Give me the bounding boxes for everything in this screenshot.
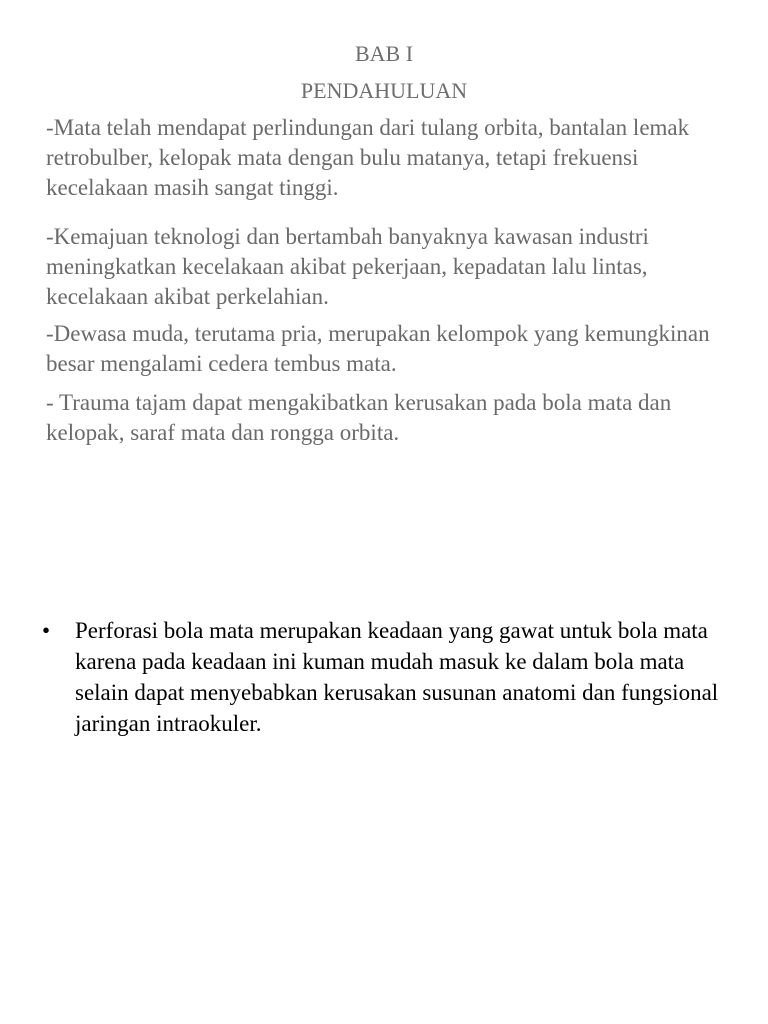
paragraph-technology: -Kemajuan teknologi dan bertambah banyaknya kawasan industri meningkatkan kecelakaan akibat pekerjaan, kepadatan lalu lintas, kecelakaan akibat perkelahian. [46,224,649,309]
paragraph-protection: -Mata telah mendapat perlindungan dari tulang orbita, bantalan lemak retrobulber, kelopak mata dengan bulu matanya, tetapi frekuensi kecelakaan masih sangat tinggi. [46,115,690,200]
paragraph-young-adults: -Dewasa muda, terutama pria, merupakan kelompok yang kemungkinan besar mengalami cedera tembus mata. [46,321,710,376]
bullet-marker: • [42,618,51,643]
bullet-list-item [42,615,732,739]
bullet-text-perforation: Perforasi bola mata merupakan keadaan yang gawat untuk bola mata karena pada keadaan ini kuman mudah masuk ke dalam bola mata selain dapat menyebabkan kerusakan susunan anatomi dan fungsional jaringan intraokuler. [75,618,719,736]
paragraph-sharp-trauma: - Trauma tajam dapat mengakibatkan kerusakan pada bola mata dan kelopak, saraf mata dan rongga orbita. [46,390,672,445]
chapter-subtitle: PENDAHULUAN [300,78,468,103]
chapter-title: BAB I [354,41,414,66]
